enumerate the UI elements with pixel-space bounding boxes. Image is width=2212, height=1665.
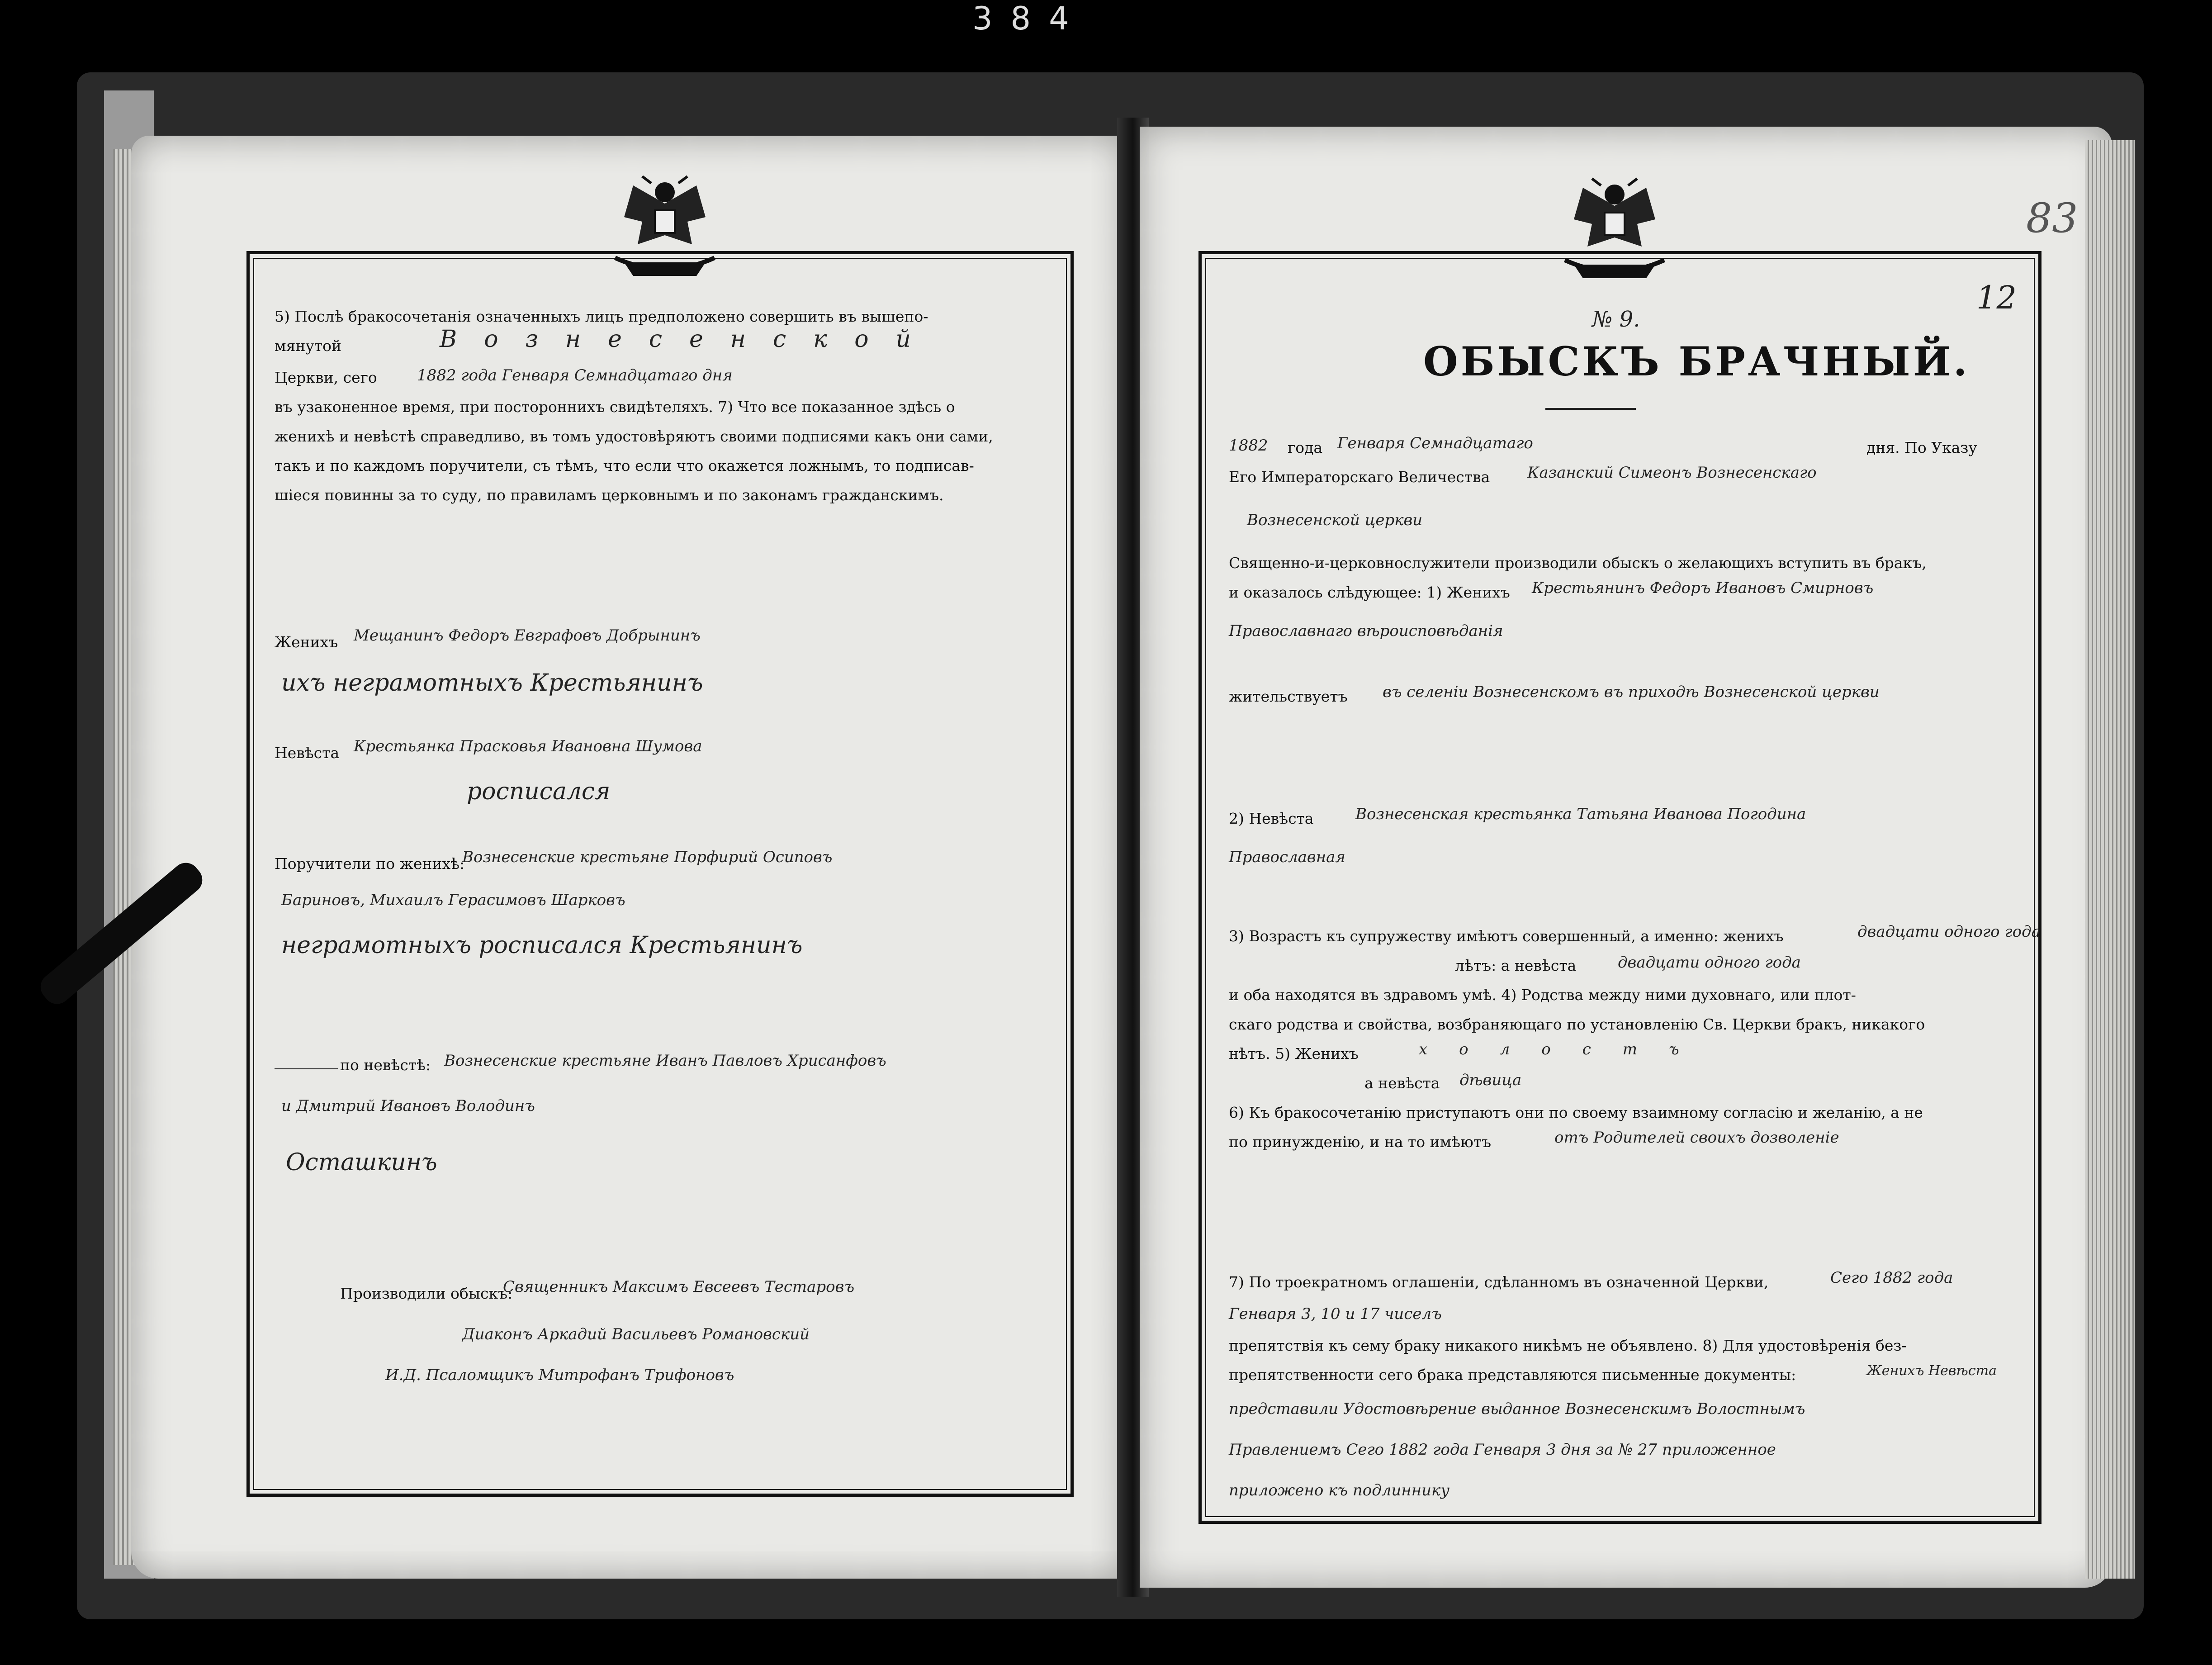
printed-line: по принужденію, и на то имѣютъ xyxy=(1229,1133,1492,1151)
groom-label: Женихъ xyxy=(275,633,338,651)
bride-label: Невѣста xyxy=(275,744,340,762)
handwritten-date: 1882 года Генваря Семнадцатаго дня xyxy=(417,366,733,384)
printed-line: женихѣ и невѣстѣ справедливо, въ томъ удостовѣряютъ своими подписями какъ они сами, xyxy=(275,427,993,445)
printed-line: 7) По троекратномъ оглашеніи, сдѣланномъ въ означенной Церкви, xyxy=(1229,1273,1769,1291)
page-stack-right xyxy=(2085,140,2135,1579)
printed-label: мянутой xyxy=(275,337,342,355)
handwritten-status: холостъ xyxy=(1419,1040,1711,1058)
handwritten-residence: въ селеніи Вознесенскомъ въ приходѣ Вознесенской церкви xyxy=(1383,683,1880,701)
handwritten-groom: ихъ неграмотныхъ Крестьянинъ xyxy=(281,669,703,697)
corner-number: 12 xyxy=(1976,279,2017,316)
handwritten-year: 1882 xyxy=(1229,436,1268,455)
handwritten-age: двадцати одного года xyxy=(1857,923,2041,941)
handwritten-clergy: Священникъ Максимъ Евсеевъ Тестаровъ xyxy=(503,1278,855,1296)
handwritten-groom: Мещанинъ Федоръ Евграфовъ Добрынинъ xyxy=(354,626,701,645)
handwritten-bride: Православная xyxy=(1229,848,1345,866)
handwritten-church: Вознесенской xyxy=(440,326,938,353)
handwritten-consent: отъ Родителей своихъ дозволенiе xyxy=(1554,1129,1839,1147)
handwritten-guarantors: Бариновъ, Михаилъ Герасимовъ Шарковъ xyxy=(281,891,625,909)
handwritten-docs: представили Удостовѣрение выданное Вознесенскимъ Волостнымъ xyxy=(1229,1400,1805,1418)
bride-label: 2) Невѣста xyxy=(1229,810,1314,827)
residence-label: жительствуетъ xyxy=(1229,688,1348,705)
handwritten-church: Вознесенской церкви xyxy=(1247,511,1423,529)
printed-line: скаго родства и свойства, возбраняющаго по установленію Св. Церкви бракъ, никакого xyxy=(1229,1015,1925,1033)
handwritten-groom: Крестьянинъ Федоръ Ивановъ Смирновъ xyxy=(1532,579,1874,597)
handwritten-groom: Православнаго вѣроисповѣданія xyxy=(1229,622,1503,640)
handwritten-docs: приложено къ подлиннику xyxy=(1229,1481,1450,1499)
printed-line: Священно-и-церковнослужители производили обыскъ о желающихъ вступить въ бракъ, xyxy=(1229,554,1927,572)
printed-line: 6) Къ бракосочетанію приступаютъ они по своему взаимному согласію и желанію, а не xyxy=(1229,1104,1923,1121)
handwritten-docs: Правлениемъ Сего 1882 года Генваря 3 дня за № 27 приложенное xyxy=(1229,1441,1776,1459)
handwritten-age: двадцати одного года xyxy=(1618,953,1801,972)
printed-label: Церкви, сего xyxy=(275,369,377,386)
handwritten-bride: Крестьянка Прасковья Ивановна Шумова xyxy=(354,737,702,755)
handwritten-clergy: Диаконъ Аркадий Васильевъ Романовский xyxy=(462,1325,810,1343)
printed-line: 3) Возрастъ къ супружеству имѣютъ совершенный, а именно: женихъ xyxy=(1229,927,1784,945)
printed-line: препятственности сего брака представляются письменные документы: xyxy=(1229,1366,1796,1384)
printed-line: а невѣста xyxy=(1364,1074,1440,1092)
document-title: ОБЫСКЪ БРАЧНЫЙ. xyxy=(1423,338,1970,385)
printed-line: лѣтъ: а невѣста xyxy=(1455,957,1577,974)
printed-line: Его Императорскаго Величества xyxy=(1229,468,1490,486)
printed-line: 5) Послѣ бракосочетанія означенныхъ лицъ предположено совершить въ вышепо- xyxy=(275,308,928,325)
bride-guarantors-label: по невѣстѣ: xyxy=(340,1056,431,1074)
left-page xyxy=(131,136,1126,1579)
printed-line: въ узаконенное время, при постороннихъ свидѣтеляхъ. 7) Что все показанное здѣсь о xyxy=(275,398,955,416)
handwritten-banns: Генваря 3, 10 и 17 чиселъ xyxy=(1229,1305,1442,1323)
handwritten-guarantors: Вознесенские крестьяне Иванъ Павловъ Хрисанфовъ xyxy=(444,1052,886,1070)
film-marking: 384 xyxy=(972,0,1087,37)
groom-guarantors-label: Поручители по женихѣ: xyxy=(275,855,465,873)
handwritten-banns: Сего 1882 года xyxy=(1830,1269,1953,1287)
printed-line: шіеся повинны за то суду, по правиламъ церковнымъ и по законамъ гражданскимъ. xyxy=(275,486,944,504)
printed-line: и оба находятся въ здравомъ умѣ. 4) Родства между ними духовнаго, или плот- xyxy=(1229,986,1856,1004)
blank-line xyxy=(275,1068,338,1069)
printed-label: года xyxy=(1288,439,1323,456)
record-number: № 9. xyxy=(1592,307,1640,332)
right-page-frame xyxy=(1198,251,2041,1524)
conducted-label: Производили обыскъ: xyxy=(340,1285,513,1302)
handwritten-guarantors: неграмотныхъ росписался Крестьянинъ xyxy=(281,932,803,959)
printed-line: такъ и по каждомъ поручители, съ тѣмъ, что если что окажется ложнымъ, то подписав- xyxy=(275,457,974,474)
right-page xyxy=(1140,127,2112,1588)
page-number: 83 xyxy=(2026,194,2078,242)
handwritten-signature: Осташкинъ xyxy=(286,1149,437,1176)
left-page-frame xyxy=(246,251,1074,1497)
handwritten-docs: Женихъ Невѣста xyxy=(1866,1363,1997,1379)
printed-line: и оказалось слѣдующее: 1) Женихъ xyxy=(1229,583,1510,601)
printed-line: нѣтъ. 5) Женихъ xyxy=(1229,1045,1359,1063)
handwritten-bride: росписался xyxy=(467,778,611,805)
printed-label: дня. По Указу xyxy=(1866,439,1977,456)
handwritten-clergy: И.Д. Псаломщикъ Митрофанъ Трифоновъ xyxy=(385,1366,734,1384)
handwritten-bride: Вознесенская крестьянка Татьяна Иванова Погодина xyxy=(1355,805,1806,823)
printed-line: препятствія къ сему браку никакого никѣмъ не объявлено. 8) Для удостовѣренія без- xyxy=(1229,1337,1907,1354)
handwritten-guarantors: Вознесенские крестьяне Порфирий Осиповъ xyxy=(462,848,833,866)
title-ornament xyxy=(1545,408,1636,410)
handwritten-status: дѣвица xyxy=(1459,1071,1522,1089)
handwritten-office: Казанский Симеонъ Вознесенскаго xyxy=(1527,464,1817,482)
handwritten-guarantors: и Дмитрий Ивановъ Володинъ xyxy=(281,1097,535,1115)
handwritten-date: Генваря Семнадцатаго xyxy=(1337,434,1533,452)
